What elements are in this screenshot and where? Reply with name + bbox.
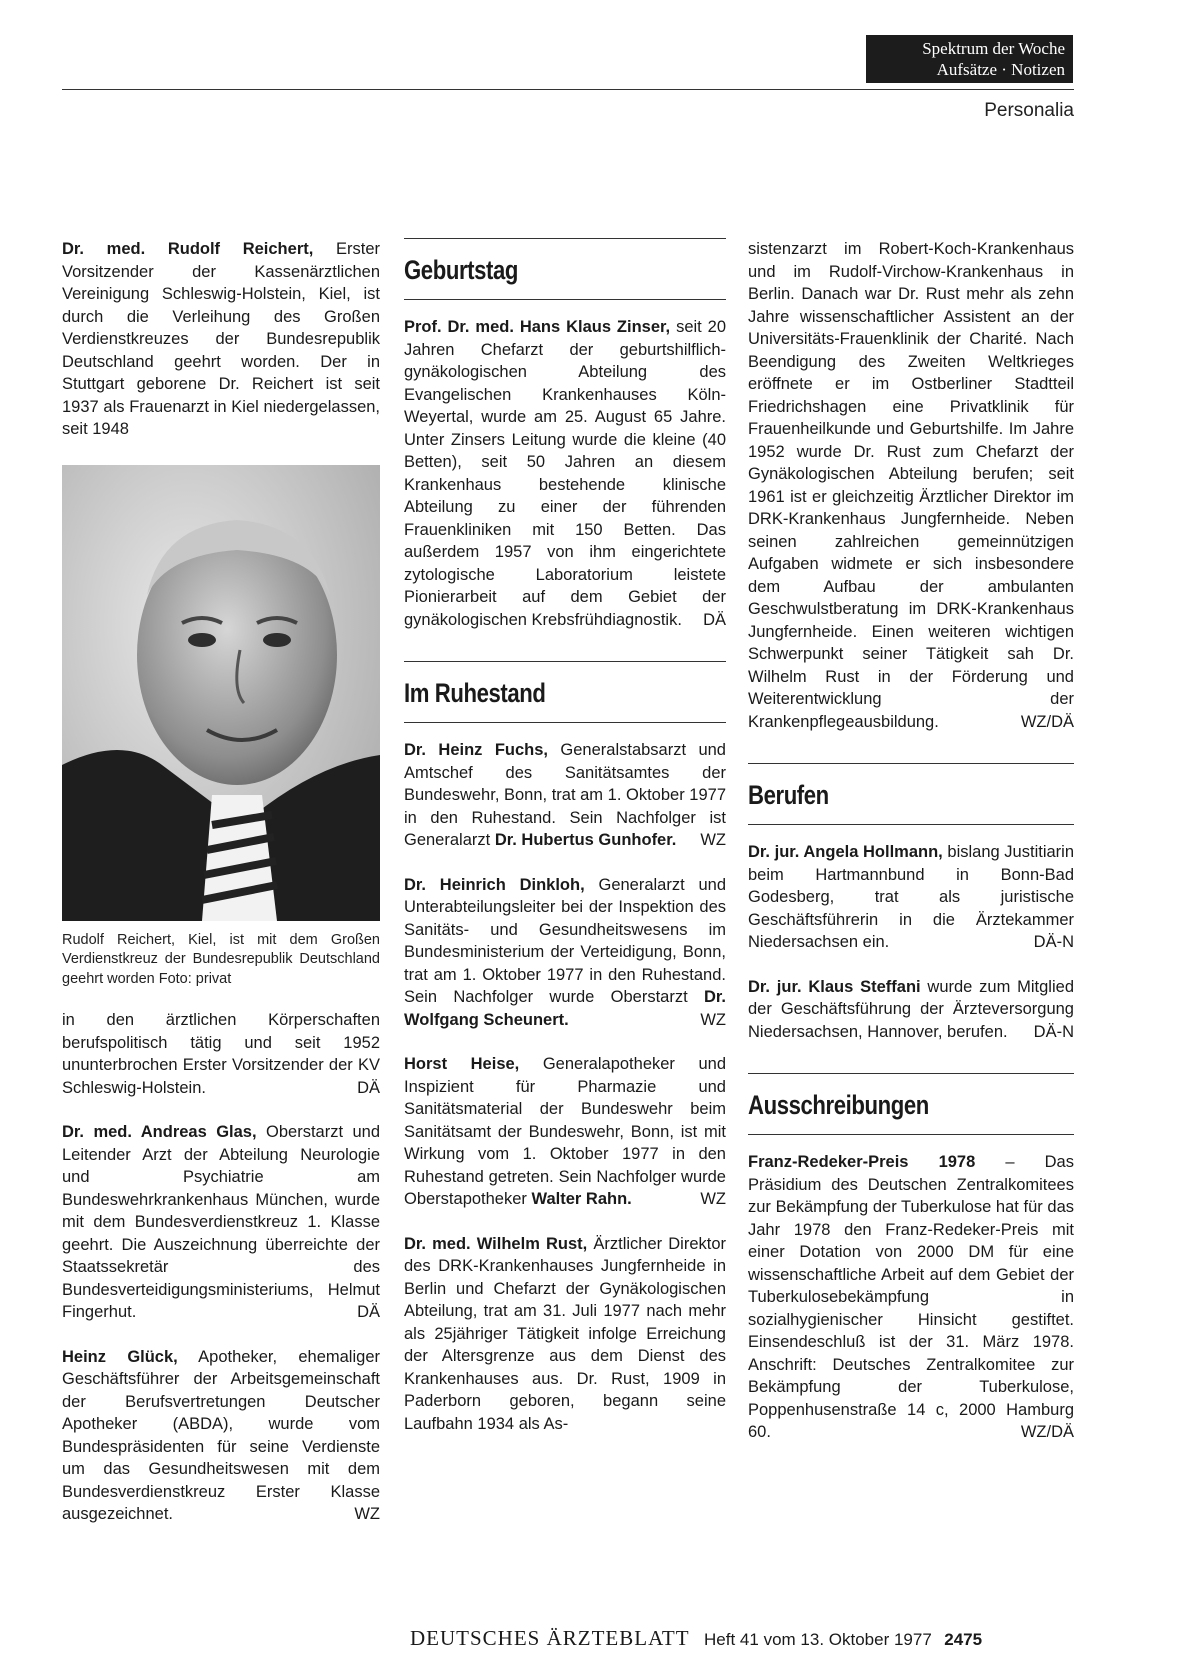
article-rust-continued bbox=[748, 238, 1074, 733]
portrait-photo bbox=[62, 465, 380, 921]
article-text: Oberstarzt und Leitender Arzt der Abteilung Neurologie und Psychiatrie am Bundeswehrkrankenhaus München, wurde mit dem Bundesverdienstkreuz 1. Klasse geehrt. Die Auszeichnung überreichte der Staatssekretär des Bundesverteidigungsministeriums, Helmut Fingerhut. bbox=[62, 1123, 380, 1321]
article-text: Generalarzt und Unterabteilungsleiter bei der Inspektion des Sanitäts- und Gesundheitswesens im Bundesministerium der Verteidigung, Bonn, trat am 1. Oktober 1977 in den Ruhestand. Sein Nachfolger wurde Oberstarzt bbox=[404, 875, 727, 1006]
article-text: Erster Vorsitzender der Kassenärztlichen Vereinigung Schleswig-Holstein, Kiel, ist durch die Verleihung des Großen Verdienstkreuzes der Bundesrepublik Deutschland geehrt worden. Der in Stuttgart geborene Dr. Reichert ist seit 1937 als Frauenarzt in Kiel niedergelassen, seit 1948 bbox=[62, 240, 380, 438]
article-text: – Das Präsidium des Deutschen Zentralkomitees zur Bekämpfung der Tuberkulose hat für das Jahr 1978 den Franz-Redeker-Preis mit einer Dotation von 2000 DM für eine wissenschaftliche Arbeit auf dem Gebiet der Tuberkulosebekämpfung in sozialhygienischer Hinsicht gestiftet. Einsendeschluß ist der 31. März 1978. Anschrift: Deutsches Zentralkomitee zur Bekämpfung der Tuberkulose, Poppenhusenstraße 14 c, 2000 Hamburg 60. bbox=[748, 1153, 1074, 1441]
person-name: Dr. med. Andreas Glas, bbox=[62, 1123, 257, 1141]
section-label: Personalia bbox=[984, 100, 1074, 121]
article-text: sistenzarzt im Robert-Koch-Krankenhaus und im Rudolf-Virchow-Krankenhaus in Berlin. Danach war Dr. Rust mehr als zehn Jahre wissenschaftlicher Assistent an der Universitäts-Frauenklinik der Charité. Nach Beendigung des Zweiten Weltkrieges eröffnete er im Ostberliner Stadtteil Friedrichshagen eine Privatklinik für Frauenheilkunde und Geburtshilfe. Im Jahre 1952 wurde Dr. Rust zum Chefarzt der Gynäkologischen Abteilung berufen; seit 1961 ist er gleichzeitig Ärztlicher Direktor im DRK-Krankenhaus Jungfernheide. Neben seinen zahlreichen gemeinnützigen Aufgaben widmete er sich insbesondere dem Aufbau der ambulanten Geschwulstberatung im DRK-Krankenhaus Jungfernheide. Einen weiteren wichtigen Schwerpunkt seiner Tätigkeit sah Dr. Wilhelm Rust in der Förderung und Weiterentwicklung der Krankenpflegeausbildung. bbox=[748, 240, 1074, 731]
top-rule bbox=[62, 89, 1074, 90]
section-badge bbox=[866, 35, 1073, 83]
article-steffani bbox=[748, 976, 1074, 1044]
article-text: wurde zum Mitglied der Geschäftsführung der Ärzteversorgung Niedersachsen, Hannover, berufen. bbox=[748, 977, 1074, 1041]
prize-name: Franz-Redeker-Preis 1978 bbox=[748, 1153, 976, 1171]
author-signature: WZ bbox=[700, 1190, 726, 1208]
author-signature: DÄ bbox=[357, 1078, 380, 1097]
journal-title: DEUTSCHES ÄRZTEBLATT bbox=[410, 1626, 690, 1650]
article-text: seit 20 Jahren Chefarzt der geburtshilflich-gynäkologischen Abteilung des Evangelischen Krankenhauses Köln-Weyertal, wurde am 25. August 65 Jahre. Unter Zinsers Leitung wurde die kleine (40 Betten), seit 50 Jahren an diesem Krankenhaus bestehende klinische Abteilung zu einer der führenden Frauenkliniken mit 150 Betten. Das außerdem 1957 von ihm eingerichtete zytologische Laboratorium leistete Pionierarbeit auf dem Gebiet der gynäkologischen Krebsfrühdiagnostik. bbox=[404, 318, 727, 629]
author-signature: DÄ bbox=[357, 1303, 380, 1321]
article-reichert-continued bbox=[62, 1009, 380, 1099]
article-text: Ärztlicher Direktor des DRK-Krankenhauses Jungfernheide in Berlin und Chefarzt der Gynäkologischen Abteilung, trat am 31. Juli 1977 nach mehr als 25jähriger Tätigkeit infolge Erreichung der Altersgrenze aus dem Dienst des Krankenhauses aus. Dr. Rust, 1909 in Paderborn geboren, begann seine Laufbahn 1934 als As- bbox=[404, 1234, 726, 1433]
heading-ruhestand: Im Ruhestand bbox=[404, 678, 546, 708]
article-glas bbox=[62, 1121, 380, 1324]
person-name: Dr. jur. Angela Hollmann, bbox=[748, 843, 943, 861]
heading-berufen: Berufen bbox=[748, 780, 829, 810]
successor-name: Walter Rahn. bbox=[531, 1190, 632, 1208]
article-fuchs bbox=[404, 739, 726, 852]
badge-line-2: Aufsätze · Notizen bbox=[936, 60, 1065, 79]
heading-rule bbox=[404, 238, 726, 239]
article-text: Generalapotheker und Inspizient für Pharmazie und Sanitätsmaterial der Bundeswehr beim Sanitätsamt der Bundeswehr, Bonn, ist mit Wirkung vom 1. Oktober 1977 in den Ruhestand getreten. Sein Nachfolger wurde Oberstapotheker bbox=[404, 1055, 726, 1208]
author-signature: WZ/DÄ bbox=[1020, 1423, 1074, 1441]
article-text: Apotheker, ehemaliger Geschäftsführer der Arbeitsgemeinschaft der Berufsvertretungen Deutscher Apotheker (ABDA), wurde vom Bundespräsidenten für seine Verdienste um das Gesundheitswesen mit dem Bundesverdienstkreuz Erster Klasse ausgezeichnet. bbox=[62, 1347, 380, 1523]
successor-name: Dr. Hubertus Gunhofer. bbox=[494, 831, 677, 849]
article-zinser bbox=[404, 316, 726, 631]
heading-rule bbox=[404, 661, 726, 662]
page-number: 2475 bbox=[944, 1630, 983, 1649]
photo-caption: Rudolf Reichert, Kiel, ist mit dem Großen Verdienstkreuz der Bundesrepublik Deutschland geehrt worden Foto: privat bbox=[62, 931, 380, 987]
person-name: Dr. jur. Klaus Steffani bbox=[748, 977, 921, 996]
person-name: Horst Heise, bbox=[404, 1055, 520, 1073]
heading-rule bbox=[748, 1073, 1074, 1074]
article-text: Generalstabsarzt und Amtschef des Sanitätsamtes der Bundeswehr, Bonn, trat am 1. Oktober 1977 in den Ruhestand. Sein Nachfolger ist Generalarzt bbox=[404, 741, 726, 849]
portrait-image bbox=[62, 465, 380, 921]
article-dinkloh bbox=[404, 874, 726, 1032]
column-3 bbox=[748, 238, 1074, 1444]
article-redeker-preis bbox=[748, 1151, 1074, 1444]
person-name: Dr. Heinrich Dinkloh, bbox=[404, 875, 585, 894]
person-name: Dr. Heinz Fuchs, bbox=[404, 741, 548, 759]
badge-line-1: Spektrum der Woche bbox=[922, 39, 1065, 58]
author-signature: DÄ-N bbox=[1033, 1022, 1074, 1041]
person-name: Dr. med. Wilhelm Rust, bbox=[404, 1234, 588, 1253]
person-name: Heinz Glück, bbox=[62, 1347, 178, 1366]
article-reichert bbox=[62, 238, 380, 441]
column-2 bbox=[404, 238, 726, 1435]
page-footer bbox=[410, 1626, 1074, 1651]
article-glueck bbox=[62, 1346, 380, 1526]
heading-rule bbox=[748, 763, 1074, 764]
heading-geburtstag: Geburtstag bbox=[404, 255, 519, 285]
column-1 bbox=[62, 238, 380, 1526]
issue-info: Heft 41 vom 13. Oktober 1977 bbox=[704, 1630, 932, 1649]
author-signature: WZ bbox=[700, 1010, 726, 1029]
successor-name: Dr. Wolfgang Scheunert. bbox=[404, 988, 727, 1029]
article-text: bislang Justitiarin beim Hartmannbund in Bonn-Bad Godesberg, trat als juristische Geschäftsführerin in die Ärztekammer Niedersachsen ein. bbox=[748, 843, 1074, 951]
author-signature: WZ bbox=[354, 1505, 380, 1523]
article-text: in den ärztlichen Körperschaften berufspolitisch tätig und seit 1952 ununterbrochen Erster Vorsitzender der KV Schleswig-Holstein. bbox=[62, 1011, 380, 1097]
article-hollmann bbox=[748, 841, 1074, 954]
author-signature: DÄ-N bbox=[1033, 933, 1074, 951]
author-signature: DÄ bbox=[703, 610, 726, 629]
article-rust bbox=[404, 1233, 726, 1436]
person-name: Dr. med. Rudolf Reichert, bbox=[62, 240, 314, 258]
author-signature: WZ/DÄ bbox=[1020, 712, 1074, 731]
heading-ausschreibungen: Ausschreibungen bbox=[748, 1090, 929, 1120]
person-name: Prof. Dr. med. Hans Klaus Zinser, bbox=[404, 318, 671, 336]
author-signature: WZ bbox=[700, 831, 726, 849]
article-heise bbox=[404, 1053, 726, 1211]
